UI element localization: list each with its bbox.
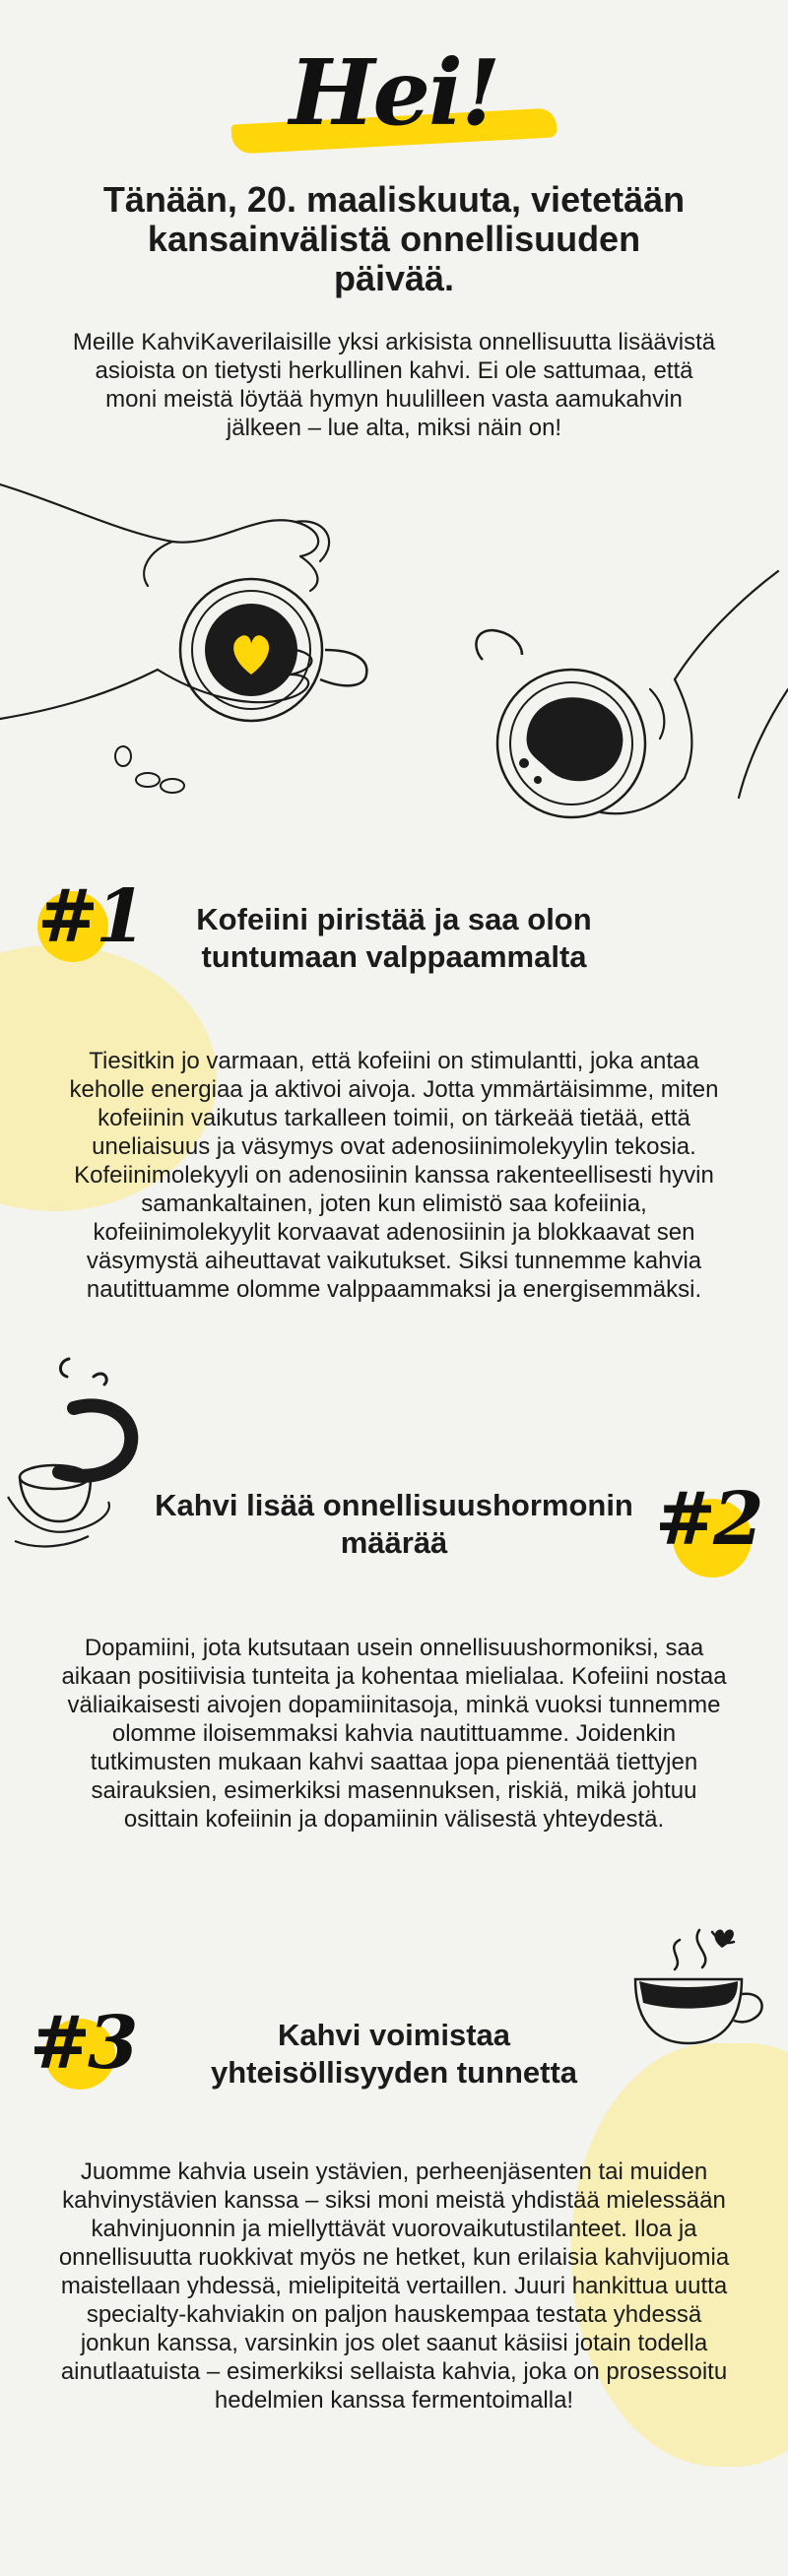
hand-holding-cup-icon bbox=[453, 561, 788, 857]
section-3-heading: Kahvi voimistaa yhteisöllisyyden tunnetta bbox=[210, 2018, 578, 2090]
hands-holding-cup-heart-icon bbox=[0, 473, 424, 807]
section-2-heading: Kahvi lisää onnellisuushormonin määrää bbox=[155, 1488, 633, 1560]
intro-text: Meille KahviKaverilaisille yksi arkisista onnellisuutta lisäävistä asioista on tietysti herkullinen kahvi. Ei ole sattumaa, että moni meistä löytää hymyn huulilleen vasta aamukahvin jälkeen – lue alta, miksi näin on! bbox=[72, 329, 716, 441]
section-2-body: Dopamiini, jota kutsutaan usein onnellisuushormoniksi, saa aikaan positiivisia tunteita ja kohentaa mielialaa. Kofeiini nostaa väliaikaisesti aivojen dopamiinitasoja, minkä vuoksi tunnemme olomme iloisemmaksi kahvia nautittuamme. Joidenkin tutkimusten mukaan kahvi saattaa jopa pienentää tiettyjen sairauksien, esimerkiksi masennuksen, riskiä, mikä johtuu osittain kofeiinin ja dopamiinin välisestä yhteydestä. bbox=[61, 1635, 727, 1833]
section-2-badge: #2 bbox=[655, 1477, 761, 1562]
cup-with-heart-steam-icon bbox=[625, 1920, 773, 2068]
section-1-heading: Kofeiini piristää ja saa olon tuntumaan valppaammalta bbox=[196, 902, 592, 974]
section-3-body: Juomme kahvia usein ystävien, perheenjäsenten tai muiden kahvinystävien kanssa – siksi moni meistä yhdistää mielessään kahvinjuonnin ja miellyttävät vuorovaikutustilanteet. Iloa ja onnellisuutta ruokkivat myös ne hetket, kun erilaisia kahvijuomia maistellaan yhdessä, mielipiteitä vertaillen. Juuri hankittua uutta specialty-kahviakin on paljon hauskempaa testata yhdessä jonkun kanssa, varsinkin jos olet saanut käsiisi jotain todella ainutlaatuista – esimerkiksi sellaista kahvia, joka on prosessoitu hedelmien kanssa fermentoimalla! bbox=[58, 2158, 730, 2414]
section-1-body: Tiesitkin jo varmaan, että kofeiini on stimulantti, joka antaa keholle energiaa ja aktivoi aivoja. Jotta ymmärtäisimme, miten kofeiinin vaikutus tarkalleen toimii, on tärkeää tietää, että uneliaisuus ja väsymys ovat adenosiinimolekyylin tekosia. Kofeiinimolekyyli on adenosiinin kanssa rakenteellisesti hyvin samankaltainen, joten kun elimistö saa kofeiinia, kofeiinimolekyylit korvaavat adenosiinin ja blokkaavat sen väsymystä aiheuttavat vaikutukset. Siksi tunnemme kahvia nautittuamme olomme valppaammaksi ja energisemmäksi. bbox=[69, 1048, 719, 1303]
page-title: Tänään, 20. maaliskuuta, vietetään kansainvälistä onnellisuuden päivää. bbox=[102, 179, 686, 298]
section-3-badge: #3 bbox=[30, 2001, 136, 2086]
smiling-cup-icon bbox=[0, 1349, 158, 1556]
section-1-badge: #1 bbox=[37, 874, 144, 959]
greeting-heading: Hei! bbox=[289, 39, 499, 146]
